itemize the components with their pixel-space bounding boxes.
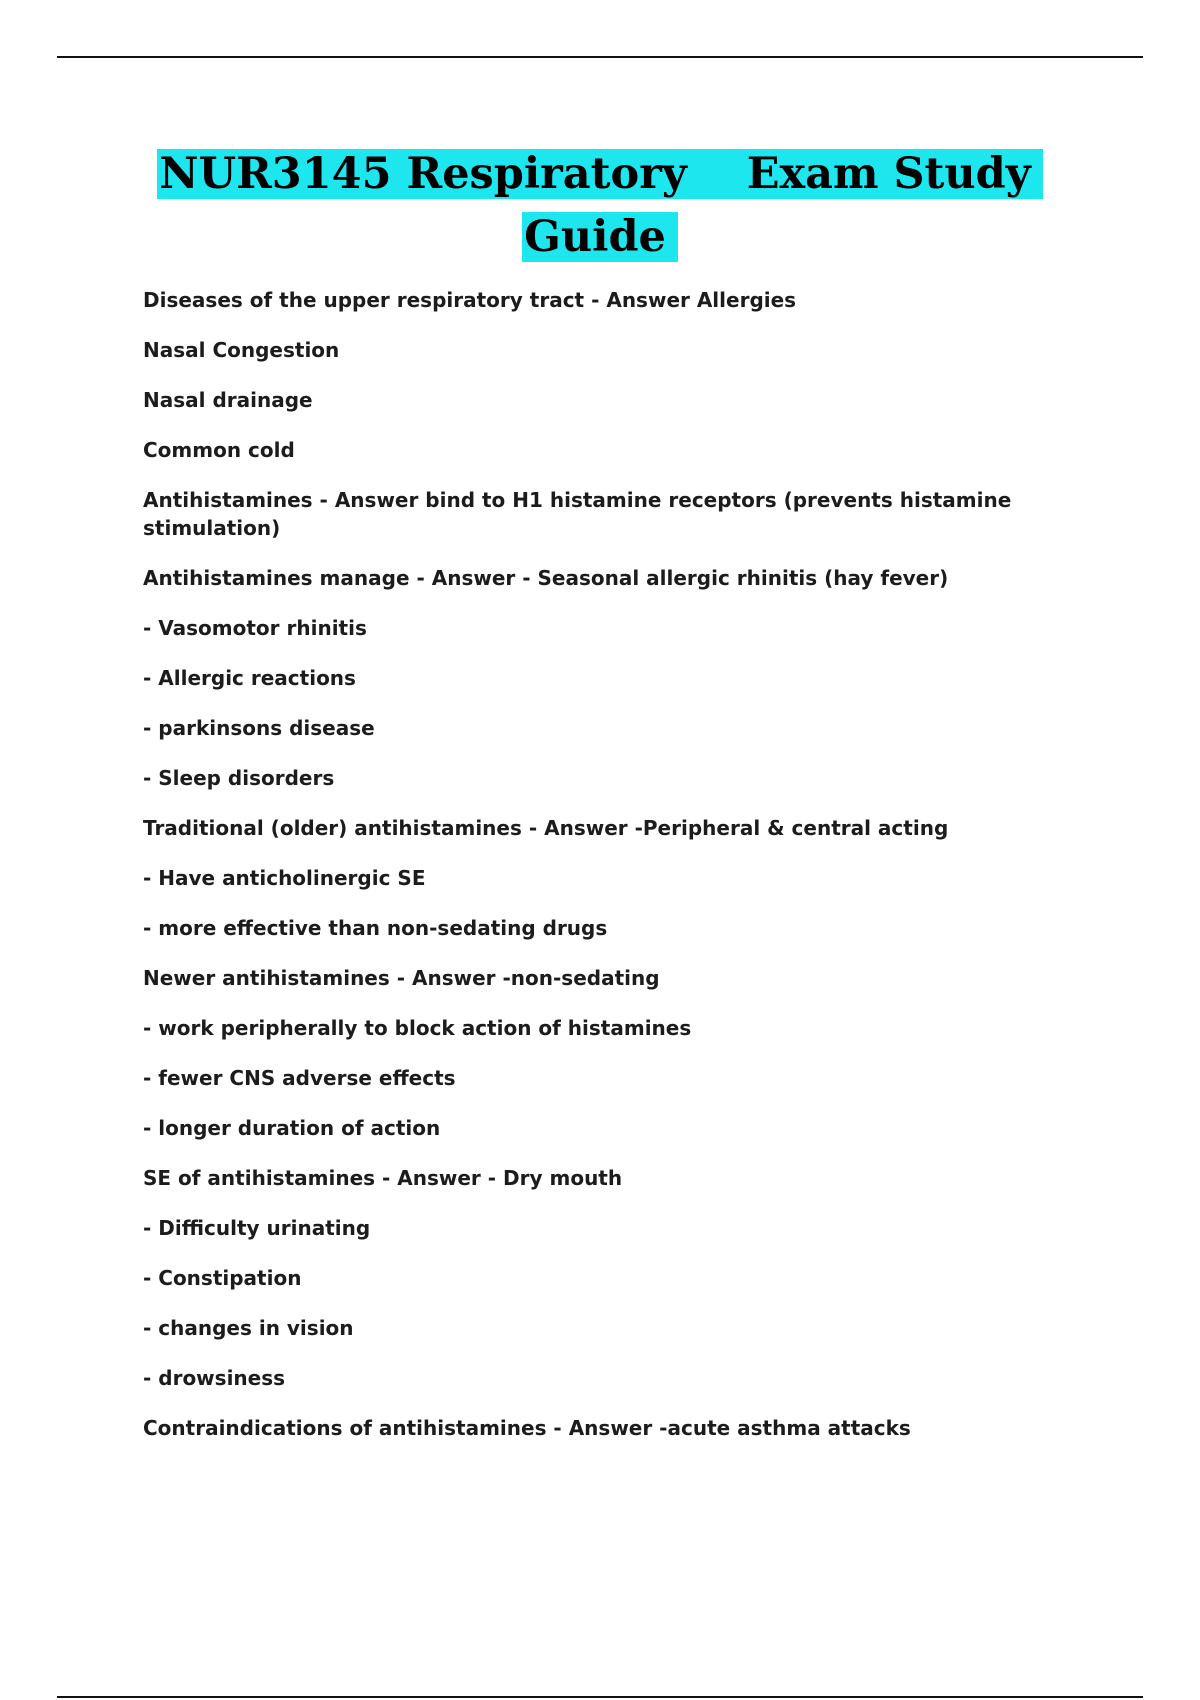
- entry-antihistamines: Antihistamines - Answer bind to H1 histamine receptors (prevents histamine stimulation): [143, 488, 1012, 540]
- entry-contraindications: Contraindications of antihistamines - Answer -acute asthma attacks: [143, 1416, 911, 1440]
- study-guide-entries: [143, 286, 1023, 1464]
- entry-vasomotor-rhinitis: - Vasomotor rhinitis: [143, 616, 367, 640]
- top-rule: [57, 56, 1143, 58]
- bottom-rule: [57, 1696, 1143, 1698]
- title-highlight-1: NUR3145 Respiratory Exam Study: [157, 149, 1042, 199]
- entry-nasal-congestion: Nasal Congestion: [143, 338, 340, 362]
- title-line-1: [0, 143, 1200, 206]
- entry-se-antihistamines: SE of antihistamines - Answer - Dry mouth: [143, 1166, 623, 1190]
- entry-newer-antihistamines: Newer antihistamines - Answer -non-sedating: [143, 966, 660, 990]
- entry-traditional-antihistamines: Traditional (older) antihistamines - Answer -Peripheral & central acting: [143, 816, 949, 840]
- entry-difficulty-urinating: - Difficulty urinating: [143, 1216, 371, 1240]
- entry-more-effective: - more effective than non-sedating drugs: [143, 916, 608, 940]
- entry-allergic-reactions: - Allergic reactions: [143, 666, 356, 690]
- entry-antihistamines-manage: Antihistamines manage - Answer - Seasonal allergic rhinitis (hay fever): [143, 566, 949, 590]
- entry-fewer-cns-effects: - fewer CNS adverse effects: [143, 1066, 456, 1090]
- page-title: [0, 143, 1200, 269]
- entry-longer-duration: - longer duration of action: [143, 1116, 441, 1140]
- entry-common-cold: Common cold: [143, 438, 295, 462]
- entry-work-peripherally: - work peripherally to block action of histamines: [143, 1016, 692, 1040]
- entry-anticholinergic-se: - Have anticholinergic SE: [143, 866, 426, 890]
- entry-parkinsons: - parkinsons disease: [143, 716, 375, 740]
- entry-upper-respiratory-diseases: Diseases of the upper respiratory tract - Answer Allergies: [143, 288, 797, 312]
- entry-drowsiness: - drowsiness: [143, 1366, 286, 1390]
- entry-constipation: - Constipation: [143, 1266, 302, 1290]
- entry-changes-in-vision: - changes in vision: [143, 1316, 354, 1340]
- title-highlight-2: Guide: [522, 212, 678, 262]
- entry-nasal-drainage: Nasal drainage: [143, 388, 313, 412]
- title-line-2: [0, 206, 1200, 269]
- entry-sleep-disorders: - Sleep disorders: [143, 766, 335, 790]
